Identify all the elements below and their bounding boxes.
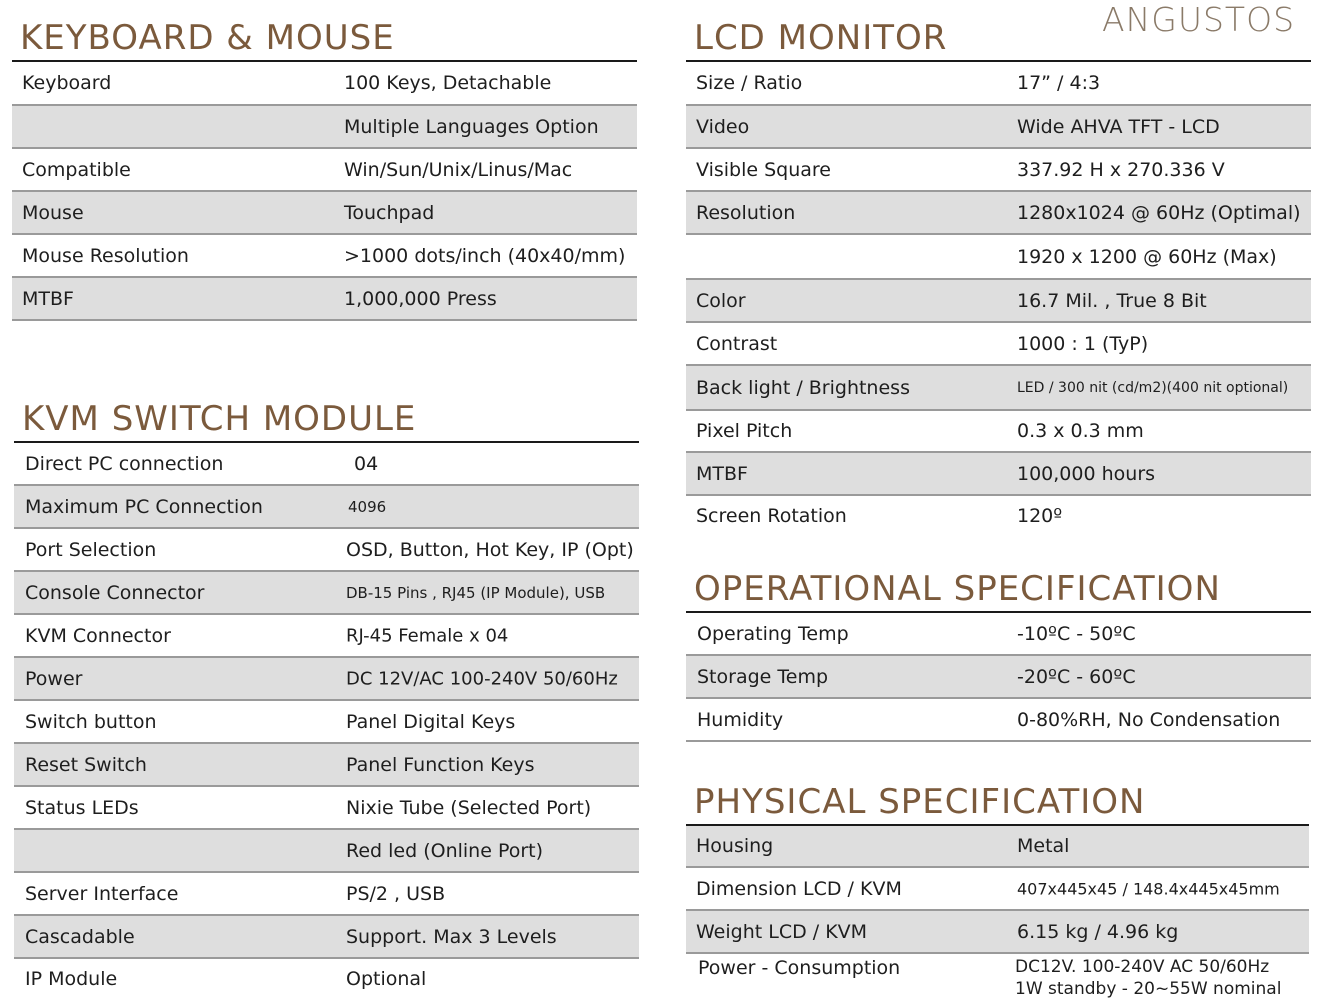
table-row: [12, 149, 637, 192]
row-value: Wide AHVA TFT - LCD: [1017, 115, 1220, 138]
row-value-line: 1W standby - 20~55W nominal: [1015, 979, 1282, 999]
row-value: 407x445x45 / 148.4x445x45mm: [1017, 879, 1280, 898]
table-row: [12, 278, 637, 321]
row-label: IP Module: [25, 968, 118, 990]
physical-section: [686, 780, 1309, 1002]
row-label: Reset Switch: [25, 753, 147, 776]
row-value: LED / 300 nit (cd/m2)(400 nit optional): [1017, 379, 1289, 396]
table-row: [686, 366, 1311, 411]
row-label: Housing: [696, 835, 774, 857]
row-value: Panel Function Keys: [346, 753, 535, 776]
row-label: Operating Temp: [697, 622, 849, 645]
section-title: KVM SWITCH MODULE: [14, 397, 639, 443]
operational-section: [686, 567, 1311, 742]
row-value-line: DC12V. 100-240V AC 50/60Hz: [1015, 957, 1270, 977]
row-value: Touchpad: [344, 201, 435, 224]
row-value: -10ºC - 50ºC: [1017, 622, 1136, 645]
kvm-switch-section: [14, 397, 639, 999]
row-label: Mouse: [22, 201, 84, 224]
row-label: Weight LCD / KVM: [696, 920, 868, 943]
row-value: 100 Keys, Detachable: [344, 72, 552, 94]
row-label: Direct PC connection: [25, 452, 224, 475]
row-label: Switch button: [25, 710, 157, 733]
table-row: [14, 486, 639, 529]
row-label: Status LEDs: [25, 796, 139, 819]
row-value: 1280x1024 @ 60Hz (Optimal): [1017, 201, 1301, 224]
row-label: Size / Ratio: [696, 72, 803, 94]
keyboard-mouse-section: [12, 16, 637, 321]
table-row: [686, 106, 1311, 149]
row-label: Console Connector: [25, 581, 205, 604]
row-value: Win/Sun/Unix/Linus/Mac: [344, 158, 573, 181]
row-label: MTBF: [22, 287, 74, 310]
table-row: [686, 62, 1311, 106]
row-value: 1000 : 1 (TyP): [1017, 332, 1149, 355]
row-label: Humidity: [697, 708, 784, 731]
row-value: Nixie Tube (Selected Port): [346, 796, 592, 819]
row-value: OSD, Button, Hot Key, IP (Opt): [346, 538, 634, 561]
table-row: [14, 744, 639, 787]
row-label: Compatible: [22, 158, 131, 181]
row-label: Cascadable: [25, 925, 135, 948]
table-row: [12, 192, 637, 235]
row-label: Power: [25, 667, 83, 690]
section-title: PHYSICAL SPECIFICATION: [686, 780, 1309, 826]
row-value: Support. Max 3 Levels: [346, 925, 557, 948]
row-label: Dimension LCD / KVM: [696, 877, 902, 900]
section-title: LCD MONITOR: [686, 16, 1311, 62]
row-label: KVM Connector: [25, 624, 171, 647]
table-row: [14, 787, 639, 830]
table-row: [686, 411, 1311, 453]
table-row: [14, 873, 639, 916]
table-row: [14, 701, 639, 744]
row-label: Power - Consumption: [698, 957, 901, 979]
row-value: 337.92 H x 270.336 V: [1017, 158, 1225, 181]
table-row: [686, 699, 1311, 742]
row-label: Resolution: [696, 201, 796, 224]
row-value: Metal: [1017, 835, 1070, 857]
row-label: Video: [696, 115, 750, 138]
lcd-monitor-section: [686, 16, 1311, 536]
table-row: [686, 235, 1311, 280]
row-value: Panel Digital Keys: [346, 710, 516, 733]
table-row: [14, 959, 639, 999]
table-row: [686, 323, 1311, 366]
row-value: Multiple Languages Option: [344, 115, 599, 138]
table-row: [686, 656, 1311, 699]
row-label: Keyboard: [22, 72, 112, 94]
row-label: Visible Square: [696, 158, 831, 181]
table-row: [14, 916, 639, 959]
row-value: 0.3 x 0.3 mm: [1017, 420, 1144, 442]
row-value: >1000 dots/inch (40x40/mm): [344, 244, 626, 267]
table-row: [686, 911, 1309, 954]
row-label: Port Selection: [25, 538, 157, 561]
row-label: Maximum PC Connection: [25, 495, 263, 518]
row-value: 4096: [348, 497, 387, 516]
row-value: PS/2 , USB: [346, 882, 446, 905]
row-value: 0-80%RH, No Condensation: [1017, 708, 1281, 731]
table-row: [686, 192, 1311, 235]
table-row: [686, 149, 1311, 192]
row-label: Mouse Resolution: [22, 244, 189, 267]
table-row: [14, 443, 639, 486]
brand-logo: ANGUSTOS: [1102, 0, 1296, 39]
row-value: 6.15 kg / 4.96 kg: [1017, 920, 1179, 943]
row-value: 1,000,000 Press: [344, 287, 497, 310]
row-label: Color: [696, 289, 746, 312]
table-row: [686, 954, 1309, 1002]
row-value: 100,000 hours: [1017, 462, 1156, 485]
row-value: DC 12V/AC 100-240V 50/60Hz: [346, 668, 618, 689]
table-row: [686, 496, 1311, 536]
row-value: 17” / 4:3: [1017, 72, 1101, 94]
row-label: Back light / Brightness: [696, 376, 910, 399]
row-value: Optional: [346, 968, 427, 990]
row-value: DB-15 Pins , RJ45 (IP Module), USB: [346, 583, 606, 602]
table-row: [12, 62, 637, 106]
table-row: [686, 280, 1311, 323]
table-row: [686, 453, 1311, 496]
table-row: [14, 658, 639, 701]
row-label: Storage Temp: [697, 665, 829, 688]
row-label: MTBF: [696, 462, 748, 485]
table-row: [12, 235, 637, 278]
section-title: OPERATIONAL SPECIFICATION: [686, 567, 1311, 613]
row-value: -20ºC - 60ºC: [1017, 665, 1136, 688]
table-row: [12, 106, 637, 149]
table-row: [14, 572, 639, 615]
row-label: Contrast: [696, 332, 778, 355]
row-label: Server Interface: [25, 882, 179, 905]
section-title: KEYBOARD & MOUSE: [12, 16, 637, 62]
table-row: [686, 826, 1309, 868]
table-row: [14, 615, 639, 658]
row-value: 1920 x 1200 @ 60Hz (Max): [1017, 245, 1277, 268]
table-row: [686, 868, 1309, 911]
row-value: RJ-45 Female x 04: [346, 625, 509, 646]
row-value: 120º: [1017, 505, 1063, 527]
row-value: 04: [354, 452, 379, 475]
row-value: 16.7 Mil. , True 8 Bit: [1017, 289, 1207, 312]
table-row: [14, 830, 639, 873]
row-label: Screen Rotation: [696, 505, 847, 527]
table-row: [686, 613, 1311, 656]
row-label: Pixel Pitch: [696, 420, 793, 442]
row-value: Red led (Online Port): [346, 839, 544, 862]
table-row: [14, 529, 639, 572]
row-value: [1015, 956, 1281, 1000]
